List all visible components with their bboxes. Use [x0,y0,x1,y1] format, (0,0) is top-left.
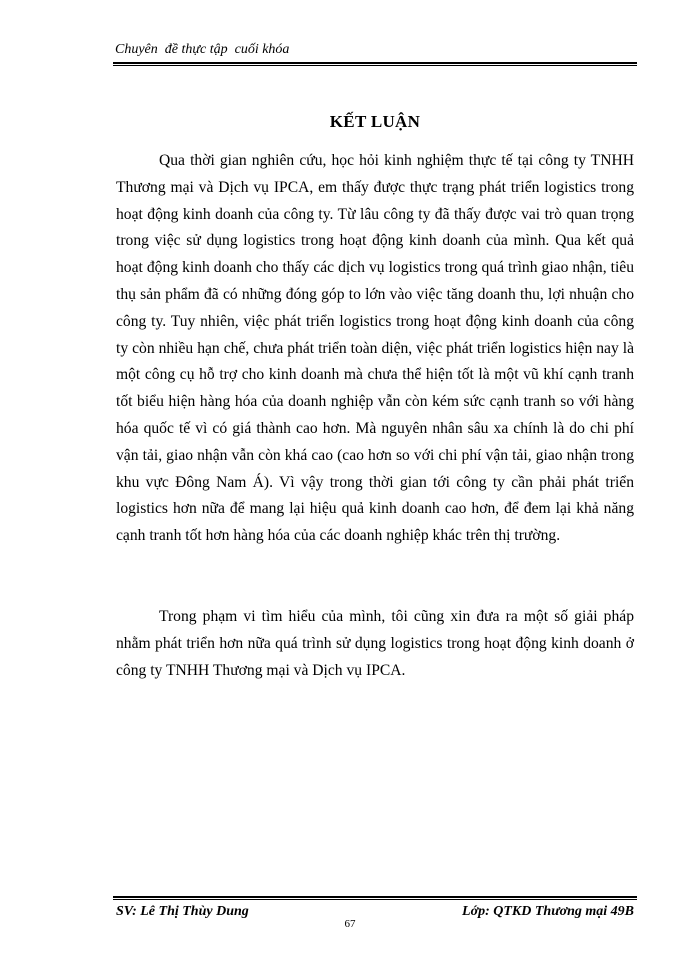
page-header [113,40,637,62]
body-paragraph: Qua thời gian nghiên cứu, học hỏi kinh nghiệm thực tế tại công ty TNHH Thương mại và Dịch vụ IPCA, em thấy được thực trạng phát triển logistics trong hoạt động kinh doanh của công ty. Từ lâu công ty đã thấy được vai trò quan trọng trong việc sử dụng logistics trong hoạt động kinh doanh của mình. Qua kết quả hoạt động kinh doanh cho thấy các dịch vụ logistics trong quá trình giao nhận, tiêu thụ sản phẩm đã có những đóng góp to lớn vào việc tăng doanh thu, lợi nhuận cho công ty. Tuy nhiên, việc phát triển logistics trong hoạt động kinh doanh của công ty còn nhiều hạn chế, chưa phát triển toàn diện, việc phát triển logistics hiện nay là một công cụ hỗ trợ cho kinh doanh mà chưa thể hiện tốt là một vũ khí cạnh tranh tốt biểu hiện hàng hóa của doanh nghiệp vẫn còn kém sức cạnh tranh so với hàng hóa quốc tế vì có giá thành cao hơn. Mà nguyên nhân sâu xa chính là do chi phí vận tải, giao nhận vẫn còn khá cao (cao hơn so với chi phí vận tải, giao nhận trong khu vực Đông Nam Á). Vì vậy trong thời gian tới công ty cần phải phát triển logistics hơn nữa để mang lại hiệu quả kinh doanh cao hơn, để đem lại khả năng cạnh tranh tốt hơn hàng hóa của các doanh nghiệp khác trên thị trường. [116,152,634,545]
header-rule [113,62,637,66]
footer-class: Lớp: QTKD Thương mại 49B [462,904,634,919]
body-paragraph: Trong phạm vi tìm hiểu của mình, tôi cũng xin đưa ra một số giải pháp nhằm phát triển hơn nữa quá trình sử dụng logistics trong hoạt động kinh doanh ở công ty TNHH Thương mại và Dịch vụ IPCA. [116,608,634,679]
footer-student: SV: Lê Thị Thùy Dung [116,904,249,919]
section-title: KẾT LUẬN [329,112,421,131]
page-number: 67 [344,918,356,930]
footer-rule [113,896,637,900]
header-title: Chuyên đề thực tập cuối khóa [115,42,290,57]
